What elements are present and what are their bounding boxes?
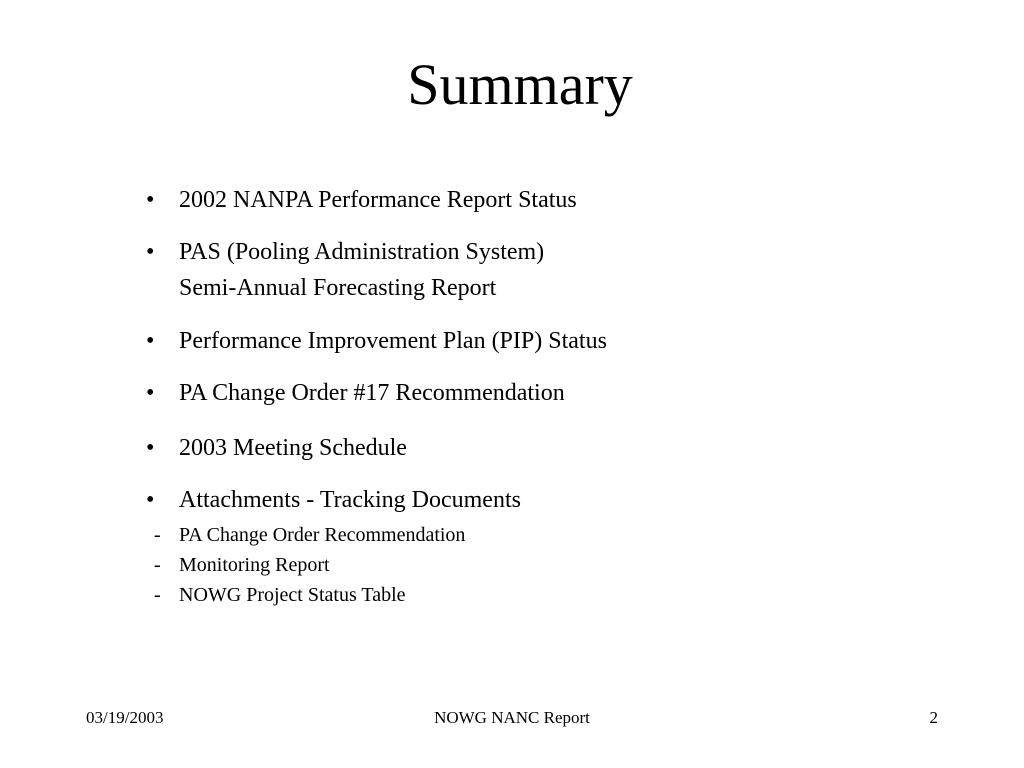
bullet-item-pas-forecasting <box>140 234 607 306</box>
bullet-text: PA Change Order #17 Recommendation <box>179 380 565 406</box>
bullet-marker: • <box>146 435 155 461</box>
bullet-text: Attachments - Tracking Documents <box>179 487 521 513</box>
bullet-list <box>140 182 607 518</box>
bullet-marker: • <box>146 187 155 213</box>
bullet-item-change-order <box>140 375 607 411</box>
dash-marker: - <box>154 524 161 546</box>
bullet-text: 2002 NANPA Performance Report Status <box>179 187 577 213</box>
footer-page-number: 2 <box>929 708 938 727</box>
subitem-monitoring-report <box>134 550 465 580</box>
subitem-text: PA Change Order Recommendation <box>179 524 466 546</box>
bullet-text: Performance Improvement Plan (PIP) Status <box>179 328 607 354</box>
footer-title: NOWG NANC Report <box>434 708 590 727</box>
slide-title: Summary <box>407 52 633 117</box>
bullet-marker: • <box>146 487 155 513</box>
subitem-text: Monitoring Report <box>179 554 330 576</box>
bullet-marker: • <box>146 328 155 354</box>
bullet-marker: • <box>146 239 155 265</box>
bullet-item-meeting-schedule <box>140 430 607 466</box>
subitem-project-status-table <box>134 580 465 610</box>
bullet-text-continuation: Semi-Annual Forecasting Report <box>179 275 497 301</box>
attachment-sublist <box>154 520 466 610</box>
bullet-text: 2003 Meeting Schedule <box>179 435 407 461</box>
subitem-change-order-recommendation <box>134 520 465 550</box>
bullet-marker: • <box>146 380 155 406</box>
subitem-text: NOWG Project Status Table <box>179 584 406 606</box>
bullet-item-attachments <box>140 482 607 518</box>
footer-date: 03/19/2003 <box>86 708 164 727</box>
bullet-text: PAS (Pooling Administration System) <box>179 239 545 265</box>
bullet-item-nanpa-report <box>140 182 607 218</box>
bullet-item-pip-status <box>140 323 607 359</box>
dash-marker: - <box>154 554 161 576</box>
dash-marker: - <box>154 584 161 606</box>
